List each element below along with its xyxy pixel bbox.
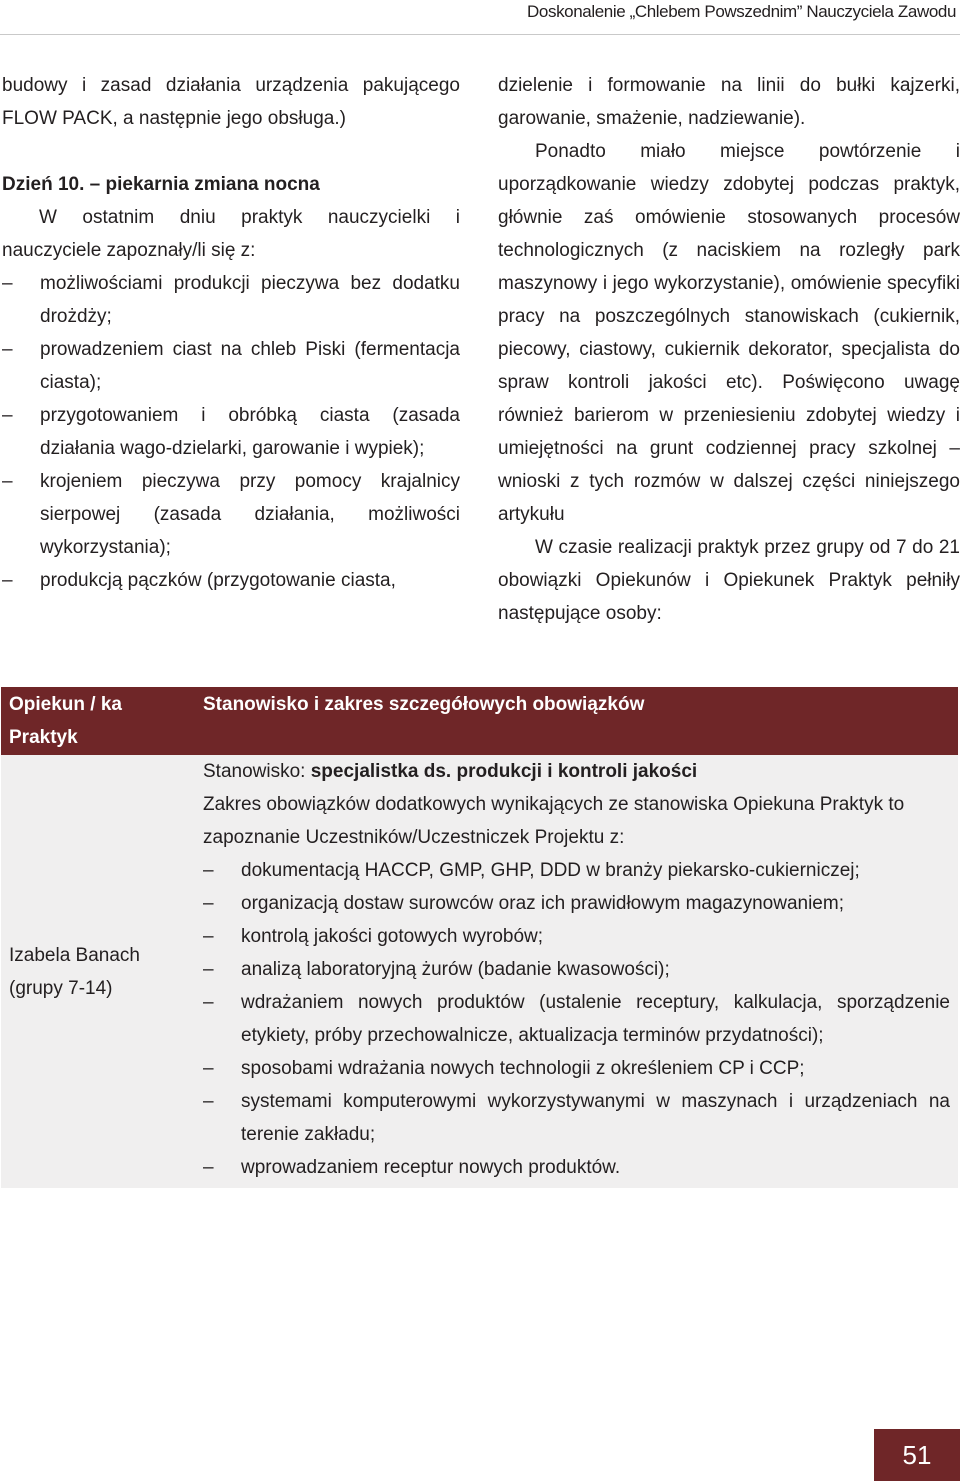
lead-paragraph: W ostatnim dniu praktyk nauczycielki i nauczyciele zapoznały/li się z: [2,207,460,261]
header-divider [0,34,960,35]
header-supervisor: Opiekun / ka Praktyk [9,694,122,748]
duty-item: – sposobami wdrażania nowych technologii z określeniem CP i CCP; [203,1052,950,1085]
duty-item: – organizacją dostaw surowców oraz ich prawidłowym magazynowaniem; [203,887,950,920]
running-title: Doskonalenie „Chlebem Powszednim” Nauczyciela Zawodu [527,2,956,21]
day-title: – piekarnia zmiana nocna [84,174,320,195]
activity-list [2,267,460,597]
list-item: – przygotowaniem i obróbką ciasta (zasada działania wago-dzielarki, garowanie i wypiek); [2,399,460,465]
list-item: – prowadzeniem ciast na chleb Piski (fermentacja ciasta); [2,333,460,399]
duties-cell [195,755,958,1188]
supervisor-cell [1,755,195,1188]
paragraph: W czasie realizacji praktyk przez grupy od 7 do 21 obowiązki Opiekunów i Opiekunek Praktyk pełniły następujące osoby: [498,537,960,624]
position-line [203,755,950,788]
position-prefix: Stanowisko: [203,761,311,782]
list-item: – produkcją pączków (przygotowanie ciasta, [2,564,460,597]
duty-item: – wprowadzaniem receptur nowych produktów. [203,1151,950,1184]
supervisor-name: Izabela Banach [9,944,140,966]
day-heading [2,168,460,201]
supervisors-table [1,687,958,1188]
list-item: – możliwościami produkcji pieczywa bez dodatku drożdży; [2,267,460,333]
scope-intro: Zakres obowiązków dodatkowych wynikających ze stanowiska Opiekuna Praktyk to zapoznanie Uczestników/Uczestniczek Projektu z: [203,794,905,848]
page-number: 51 [874,1429,960,1481]
intro-text: budowy i zasad działania urządzenia pakującego FLOW PACK, a następnie jego obsługa.) [2,75,460,129]
table-header [1,687,958,755]
table-row [1,755,958,1188]
position-value: specjalistka ds. produkcji i kontroli jakości [310,761,698,782]
header-position: Stanowisko i zakres szczegółowych obowiązków [203,694,645,715]
duty-item: – wdrażaniem nowych produktów (ustalenie receptury, kalkulacja, sporządzenie etykiety, próby przechowalnicze, aktualizacja terminów przydatności); [203,986,950,1052]
duty-item: – kontrolą jakości gotowych wyrobów; [203,920,950,953]
duty-item: – analizą laboratoryjną żurów (badanie kwasowości); [203,953,950,986]
paragraph: Ponadto miało miejsce powtórzenie i uporządkowanie wiedzy zdobytej podczas praktyk, głównie zaś omówienie stosowanych procesów technologicznych (z naciskiem na rozległy park maszynowy i jego wykorzystanie), omówienie specyfiki pracy na poszczególnych stanowiskach (cukiernik, piecowy, ciastowy, cukiernik dekorator, specjalista do spraw kontroli jakości etc). Poświęcono uwagę również barierom w przeniesieniu zdobytej wiedzy i umiejętności na grunt codziennej pracy szkolnej – wnioski z tych rozmów w dalszej części niniejszego artykułu [498,141,960,525]
list-item: – krojeniem pieczywa przy pomocy krajalnicy sierpowej (zasada działania, możliwości wykorzystania); [2,465,460,564]
day-label: Dzień 10. [2,174,85,195]
duty-item: – dokumentacją HACCP, GMP, GHP, DDD w branży piekarsko-cukierniczej; [203,854,950,887]
left-column [2,69,460,597]
duty-item: – systemami komputerowymi wykorzystywanymi w maszynach i urządzeniach na terenie zakładu; [203,1085,950,1151]
supervisor-groups: (grupy 7-14) [9,977,113,999]
right-column [498,69,960,630]
continuation-text: dzielenie i formowanie na linii do bułki kajzerki, garowanie, smażenie, nadziewanie). [498,75,960,129]
duties-list [203,854,950,1184]
